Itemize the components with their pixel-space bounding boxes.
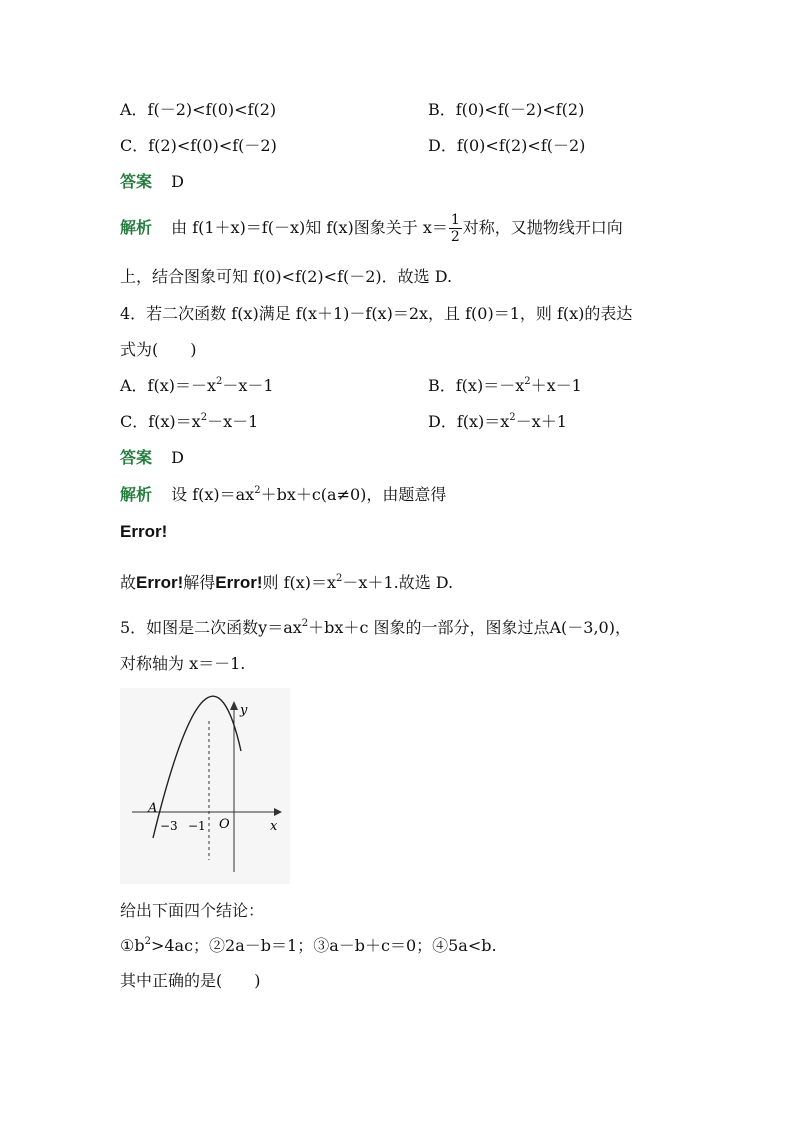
q5-stem-line2: 对称轴为 x＝－1. <box>120 654 246 673</box>
answer-value: D <box>171 448 184 467</box>
q5-stem-line1: 5．如图是二次函数$y=ax^2+bx+c$ 图象的一部分，图象过点A(－3,0)， <box>120 617 631 637</box>
q3-option-d: D．f(0)<f(2)<f(－2) <box>428 136 586 155</box>
q5-question-line: 其中正确的是( ) <box>120 971 261 990</box>
q4-option-a: A．$f(x)=-x^2-x-1$ <box>120 375 274 395</box>
fraction-one-half: $\frac{1}{2}$ <box>450 212 460 245</box>
x-axis-label: x <box>270 819 278 834</box>
point-a-label: A <box>148 801 158 816</box>
answer-label: 答案 <box>120 448 153 467</box>
error-text: Error! <box>136 573 184 592</box>
q3-answer <box>120 171 184 193</box>
x-axis-arrow <box>274 808 282 816</box>
origin-label: O <box>219 817 230 832</box>
q5-given-line: 给出下面四个结论： <box>120 901 265 920</box>
q4-stem-line2: 式为( ) <box>120 340 197 359</box>
q4-option-c: C．$f(x)=x^2-x-1$ <box>120 411 259 431</box>
analysis-label: 解析 <box>120 485 153 504</box>
q4-option-d: D．$f(x)=x^2-x+1$ <box>428 411 567 431</box>
answer-label: 答案 <box>120 172 153 191</box>
analysis-text-2: 对称，又抛物线开口向 <box>462 218 623 237</box>
tick-neg1: −1 <box>188 819 206 833</box>
tick-neg3: −3 <box>160 819 178 833</box>
q3-option-b: B．f(0)<f(－2)<f(2) <box>428 100 585 119</box>
q3-analysis <box>120 210 623 246</box>
q3-option-c: C．f(2)<f(0)<f(－2) <box>120 136 277 155</box>
error-text: Error! <box>215 573 263 592</box>
q4-analysis: 解析 设 $f(x)=ax^2+bx+c(a\ne 0)$，由题意得 <box>120 484 447 504</box>
q3-option-a: A．f(－2)<f(0)<f(2) <box>120 100 277 119</box>
error-text: Error! <box>120 522 168 541</box>
q4-option-b: B．$f(x)=-x^2+x-1$ <box>428 375 582 395</box>
q5-conclusions: $①b^2>4ac$；②2a－b＝1；③a－b＋c＝0；④5a<b. <box>120 935 497 955</box>
q3-analysis-line2: 上，结合图象可知 f(0)<f(2)<f(－2)．故选 D. <box>120 267 453 286</box>
parabola-graph <box>120 688 290 884</box>
q4-stem-line1: 4．若二次函数 f(x)满足 f(x＋1)－f(x)＝2x，且 f(0)＝1，则 f(x)的表达 <box>120 304 633 323</box>
answer-value: D <box>171 172 184 191</box>
y-axis-arrow <box>230 701 238 710</box>
q4-conclusion: 故Error!解得Error!则 $f(x)=x^2-x+1$.故选 D. <box>120 572 454 592</box>
analysis-text-1: 由 f(1＋x)＝f(－x)知 f(x)图象关于 x＝ <box>171 218 448 237</box>
q4-answer <box>120 447 184 469</box>
analysis-label: 解析 <box>120 218 153 237</box>
y-axis-label: y <box>240 703 248 718</box>
parabola-svg <box>120 688 290 884</box>
